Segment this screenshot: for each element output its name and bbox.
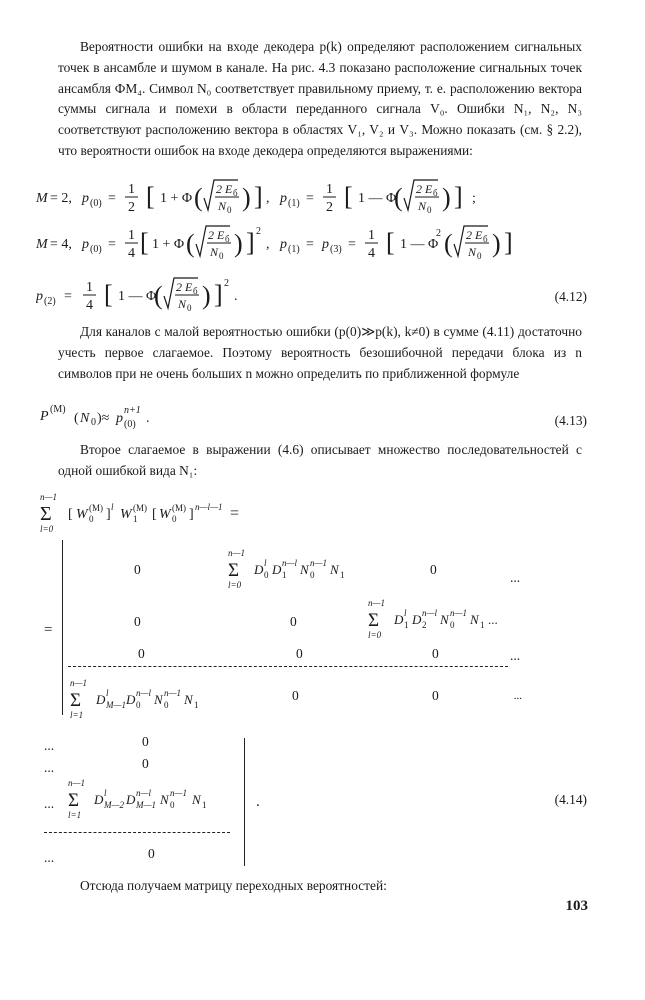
svg-text:[: [ xyxy=(386,228,395,257)
svg-text:N: N xyxy=(154,692,163,707)
svg-text:): ) xyxy=(234,229,243,258)
matrix2-cell-r1: 0 xyxy=(142,734,149,749)
matrix2-ellipsis-r3: ... xyxy=(44,796,55,811)
svg-text:=: = xyxy=(230,505,240,522)
svg-text:1: 1 xyxy=(326,182,333,197)
svg-text:): ) xyxy=(242,183,251,212)
svg-text:[: [ xyxy=(140,228,149,257)
matrix2-cell-r4: 0 xyxy=(148,846,155,861)
equation-4-12-line-2-svg xyxy=(36,222,596,266)
svg-text:W: W xyxy=(159,507,171,522)
svg-text:(: ( xyxy=(194,183,203,212)
svg-text:1: 1 xyxy=(133,514,138,524)
svg-text:0: 0 xyxy=(91,417,96,428)
svg-text:N: N xyxy=(80,411,90,426)
matrix-cell-r1c3: 0 xyxy=(430,562,437,577)
svg-text:2: 2 xyxy=(326,200,333,215)
matrix2-cell-r3-svg xyxy=(64,776,254,822)
matrix-ellipsis-r3: ... xyxy=(510,648,521,663)
svg-text:M—1: M—1 xyxy=(106,700,126,710)
svg-text:Σ: Σ xyxy=(40,503,52,525)
matrix-dashed-separator-1 xyxy=(68,666,508,667)
svg-text:2: 2 xyxy=(224,278,229,289)
svg-text:n—l: n—l xyxy=(136,788,152,798)
svg-text:n—l: n—l xyxy=(422,608,438,618)
svg-text:1: 1 xyxy=(340,570,345,580)
svg-text:=: = xyxy=(64,289,72,304)
svg-text:(M): (M) xyxy=(133,503,147,513)
svg-text:n—1: n—1 xyxy=(228,548,246,558)
svg-text:l=1: l=1 xyxy=(68,810,82,820)
svg-text:б: б xyxy=(483,234,488,244)
svg-text:D: D xyxy=(272,562,282,577)
matrix-cell-r3c3: 0 xyxy=(432,646,439,661)
svg-text:[: [ xyxy=(68,507,73,522)
matrix-cell-r4c2: 0 xyxy=(292,688,299,703)
svg-text:1: 1 xyxy=(368,228,375,243)
svg-text:0: 0 xyxy=(170,800,175,810)
equation-4-12-line-1 xyxy=(36,176,596,225)
svg-text:0: 0 xyxy=(172,514,177,524)
equation-4-12-line-3-svg xyxy=(36,274,336,318)
svg-text:=: = xyxy=(306,237,314,252)
svg-text:0: 0 xyxy=(219,251,224,261)
svg-text:N: N xyxy=(160,792,169,807)
svg-text:n—1: n—1 xyxy=(68,778,86,788)
svg-text:Σ: Σ xyxy=(228,560,240,581)
svg-text:2 E: 2 E xyxy=(208,228,225,242)
equation-4-14-lhs-svg xyxy=(38,490,298,536)
svg-text:W: W xyxy=(120,507,132,522)
svg-text:2: 2 xyxy=(256,226,261,237)
svg-text:2 E: 2 E xyxy=(466,228,483,242)
svg-text:=: = xyxy=(348,237,356,252)
svg-text:Σ: Σ xyxy=(68,790,80,811)
svg-text:=: = xyxy=(108,237,116,252)
svg-text:1: 1 xyxy=(480,620,485,630)
svg-text:]: ] xyxy=(106,507,111,522)
svg-text:N: N xyxy=(218,199,227,213)
svg-text:): ) xyxy=(442,183,451,212)
svg-text:N: N xyxy=(330,562,339,577)
paragraph-intro: Вероятности ошибки на входе декодера p(k) определяют расположением сигнальных точек в ансамбле и шумом в канале. На рис. 4.3 показано расположение сигнальных точек ансамбля ФМ₄. Символ N₀ соответствует правильному приему, т. е. расположению вектора суммы сигнала и помехи в области переданного сигнала V₀. Ошибки N₁, N₂, N₃ соответствуют расположению вектора в областях V₁, V₂ и V₃. Можно показать (см. § 2.2), что вероятности ошибок на входе декодера определяются выражениями: xyxy=(58,39,582,158)
svg-text:(0): (0) xyxy=(90,198,102,209)
svg-text:D: D xyxy=(412,612,422,627)
svg-text:D: D xyxy=(94,792,104,807)
svg-text:1: 1 xyxy=(404,620,409,630)
svg-text:[: [ xyxy=(104,280,113,309)
equation-number-4-12: (4.12) xyxy=(554,289,587,304)
svg-text:D: D xyxy=(96,692,106,707)
svg-text:=: = xyxy=(306,191,314,206)
svg-text:l: l xyxy=(106,688,109,698)
svg-text:p: p xyxy=(280,237,287,252)
svg-text:n—1: n—1 xyxy=(170,788,188,798)
svg-text:0: 0 xyxy=(310,570,315,580)
svg-text:n—1: n—1 xyxy=(450,608,468,618)
matrix2-ellipsis-r1: ... xyxy=(44,738,55,753)
svg-text:(: ( xyxy=(74,411,79,426)
svg-text:(: ( xyxy=(154,281,163,310)
matrix2-cell-r2: 0 xyxy=(142,756,149,771)
svg-text:]: ] xyxy=(189,507,194,522)
matrix-ellipsis-r4: ... xyxy=(514,690,523,702)
svg-text:n—1: n—1 xyxy=(164,688,182,698)
matrix-cell-r2c3 xyxy=(366,596,536,647)
equation-4-13-svg xyxy=(40,402,240,432)
svg-text:n—l—1: n—l—1 xyxy=(195,502,223,512)
svg-text:б: б xyxy=(225,234,230,244)
svg-text:1 — Φ: 1 — Φ xyxy=(118,289,157,304)
svg-text:p: p xyxy=(36,289,43,304)
svg-text:1: 1 xyxy=(86,280,93,295)
svg-text:= 4,: = 4, xyxy=(50,237,72,252)
svg-text:б: б xyxy=(233,188,238,198)
svg-text:]: ] xyxy=(246,228,255,257)
svg-text:4: 4 xyxy=(86,298,93,313)
svg-text:N: N xyxy=(210,245,219,259)
matrix-cell-r3c1: 0 xyxy=(138,646,145,661)
matrix2-ellipsis-r4: ... xyxy=(44,850,55,865)
svg-text:l=0: l=0 xyxy=(228,580,242,590)
svg-text:(2): (2) xyxy=(44,296,56,307)
svg-text:D: D xyxy=(254,562,264,577)
svg-text:(M): (M) xyxy=(50,404,66,415)
svg-text:l=0: l=0 xyxy=(40,524,54,534)
svg-text:(1): (1) xyxy=(288,198,300,209)
matrix-cell-r2c1: 0 xyxy=(134,614,141,629)
svg-text:N: N xyxy=(470,612,479,627)
svg-text:D: D xyxy=(126,792,136,807)
matrix-cell-r3c2: 0 xyxy=(296,646,303,661)
svg-text:...: ... xyxy=(488,612,498,627)
svg-text:1: 1 xyxy=(194,700,199,710)
svg-text:N: N xyxy=(192,792,201,807)
svg-text:): ) xyxy=(202,281,211,310)
svg-text:1: 1 xyxy=(128,228,135,243)
svg-text:n—1: n—1 xyxy=(310,558,328,568)
svg-text:p: p xyxy=(82,191,89,206)
svg-text:2 E: 2 E xyxy=(216,182,233,196)
svg-text:(0): (0) xyxy=(90,244,102,255)
svg-text:0: 0 xyxy=(227,205,232,215)
svg-text:p: p xyxy=(116,411,123,426)
svg-text:p: p xyxy=(82,237,89,252)
svg-text:;: ; xyxy=(472,191,476,206)
svg-text:): ) xyxy=(492,229,501,258)
svg-text:0: 0 xyxy=(164,700,169,710)
svg-text:(3): (3) xyxy=(330,244,342,255)
svg-text:l=1: l=1 xyxy=(70,710,84,720)
svg-text:0: 0 xyxy=(136,700,141,710)
svg-text:=: = xyxy=(108,191,116,206)
svg-text:M—2: M—2 xyxy=(104,800,124,810)
svg-text:4: 4 xyxy=(368,246,375,261)
svg-text:4: 4 xyxy=(128,246,135,261)
svg-text:б: б xyxy=(433,188,438,198)
equation-4-14-lhs xyxy=(38,490,298,541)
svg-text:.: . xyxy=(234,289,238,304)
matrix2-ellipsis-r2: ... xyxy=(44,760,55,775)
svg-text:]: ] xyxy=(454,182,463,211)
svg-text:Σ: Σ xyxy=(70,690,82,711)
svg-text:(M): (M) xyxy=(172,503,186,513)
svg-text:(M): (M) xyxy=(89,503,103,513)
svg-text:0: 0 xyxy=(89,514,94,524)
svg-text:N: N xyxy=(440,612,449,627)
svg-text:[: [ xyxy=(344,182,353,211)
svg-text:,: , xyxy=(266,237,270,252)
svg-text:0: 0 xyxy=(427,205,432,215)
svg-text:N: N xyxy=(468,245,477,259)
equation-4-13 xyxy=(40,402,240,437)
svg-text:]: ] xyxy=(504,228,513,257)
svg-text:l: l xyxy=(404,608,407,618)
svg-text:n+1: n+1 xyxy=(124,405,141,416)
svg-text:2: 2 xyxy=(436,228,441,239)
svg-text:0: 0 xyxy=(450,620,455,630)
svg-text:Σ: Σ xyxy=(368,610,380,631)
paragraph-transition-matrix: Отсюда получаем матрицу переходных вероятностей: xyxy=(80,878,387,893)
svg-text:N: N xyxy=(418,199,427,213)
svg-text:1: 1 xyxy=(128,182,135,197)
svg-text:1 — Φ: 1 — Φ xyxy=(400,237,439,252)
svg-text:n—1: n—1 xyxy=(368,598,386,608)
svg-text:l=0: l=0 xyxy=(368,630,382,640)
paragraph-second-term: Второе слагаемое в выражении (4.6) описывает множество последовательностей с одной ошибкой вида N₁: xyxy=(58,442,582,478)
svg-text:[: [ xyxy=(152,507,157,522)
matrix-cell-r4c1-svg xyxy=(62,676,232,722)
svg-text:D: D xyxy=(126,692,136,707)
svg-text:1 + Φ: 1 + Φ xyxy=(152,237,185,252)
svg-text:2: 2 xyxy=(422,620,427,630)
svg-text:б: б xyxy=(193,286,198,296)
equation-number-4-13: (4.13) xyxy=(554,413,587,428)
svg-text:P: P xyxy=(40,409,49,424)
matrix-cell-r1c2-svg xyxy=(226,546,376,592)
svg-text:n—1: n—1 xyxy=(70,678,88,688)
svg-text:[: [ xyxy=(146,182,155,211)
matrix-cell-r4c1 xyxy=(62,676,232,727)
svg-text:D: D xyxy=(394,612,404,627)
paragraph-small-error: Для каналов с малой вероятностью ошибки (p(0)≫p(k), k≠0) в сумме (4.11) достаточно учесть первое слагаемое. Поэтому вероятность безошибочной передачи блока из n символов при не очень больших n можно определить по приближенной формуле xyxy=(58,324,582,381)
svg-text:(: ( xyxy=(394,183,403,212)
svg-text:n—l: n—l xyxy=(282,558,298,568)
svg-text:.: . xyxy=(146,411,150,426)
svg-text:M—1: M—1 xyxy=(136,800,156,810)
svg-text:N: N xyxy=(184,692,193,707)
svg-text:p: p xyxy=(280,191,287,206)
svg-text:1 + Φ: 1 + Φ xyxy=(160,191,193,206)
svg-text:l: l xyxy=(111,502,114,512)
svg-text:1: 1 xyxy=(282,570,287,580)
svg-text:N: N xyxy=(178,297,187,311)
matrix-cell-r2c3-svg xyxy=(366,596,536,642)
svg-text:n—1: n—1 xyxy=(40,492,58,502)
matrix-cell-r4c3: 0 xyxy=(432,688,439,703)
svg-text:n—l: n—l xyxy=(136,688,152,698)
svg-text:0: 0 xyxy=(264,570,269,580)
svg-text:,: , xyxy=(266,191,270,206)
matrix-cell-r1c2 xyxy=(226,546,376,597)
matrix-right-bar xyxy=(244,738,245,866)
svg-text:1 — Φ: 1 — Φ xyxy=(358,191,397,206)
svg-text:)≈: )≈ xyxy=(97,411,110,426)
svg-text:(: ( xyxy=(444,229,453,258)
svg-text:2 E: 2 E xyxy=(416,182,433,196)
svg-text:2: 2 xyxy=(128,200,135,215)
svg-text:(0): (0) xyxy=(124,419,136,430)
matrix2-cell-r3 xyxy=(64,776,254,827)
svg-text:(: ( xyxy=(186,229,195,258)
equation-number-4-14: (4.14) xyxy=(554,792,587,807)
svg-text:0: 0 xyxy=(187,303,192,313)
svg-text:M: M xyxy=(36,191,48,206)
matrix-cell-r1c1: 0 xyxy=(134,562,141,577)
matrix2-dashed-separator xyxy=(44,832,230,833)
matrix-cell-r2c2: 0 xyxy=(290,614,297,629)
svg-text:l: l xyxy=(104,788,107,798)
matrix-ellipsis-r1: ... xyxy=(510,570,521,585)
svg-text:2 E: 2 E xyxy=(176,280,193,294)
svg-text:M: M xyxy=(36,237,48,252)
svg-text:1: 1 xyxy=(202,800,207,810)
svg-text:]: ] xyxy=(254,182,263,211)
equation-4-12-line-2 xyxy=(36,222,596,271)
svg-text:W: W xyxy=(76,507,88,522)
page-number: 103 xyxy=(565,898,588,914)
matrix-period: . xyxy=(256,794,260,810)
matrix-equals-sign: = xyxy=(44,622,53,638)
svg-text:l: l xyxy=(264,558,267,568)
svg-text:N: N xyxy=(300,562,309,577)
svg-text:(1): (1) xyxy=(288,244,300,255)
svg-text:0: 0 xyxy=(477,251,482,261)
equation-4-12-line-3 xyxy=(36,274,336,323)
svg-text:p: p xyxy=(322,237,329,252)
svg-text:= 2,: = 2, xyxy=(50,191,72,206)
svg-text:]: ] xyxy=(214,280,223,309)
equation-4-12-line-1-svg xyxy=(36,176,596,220)
